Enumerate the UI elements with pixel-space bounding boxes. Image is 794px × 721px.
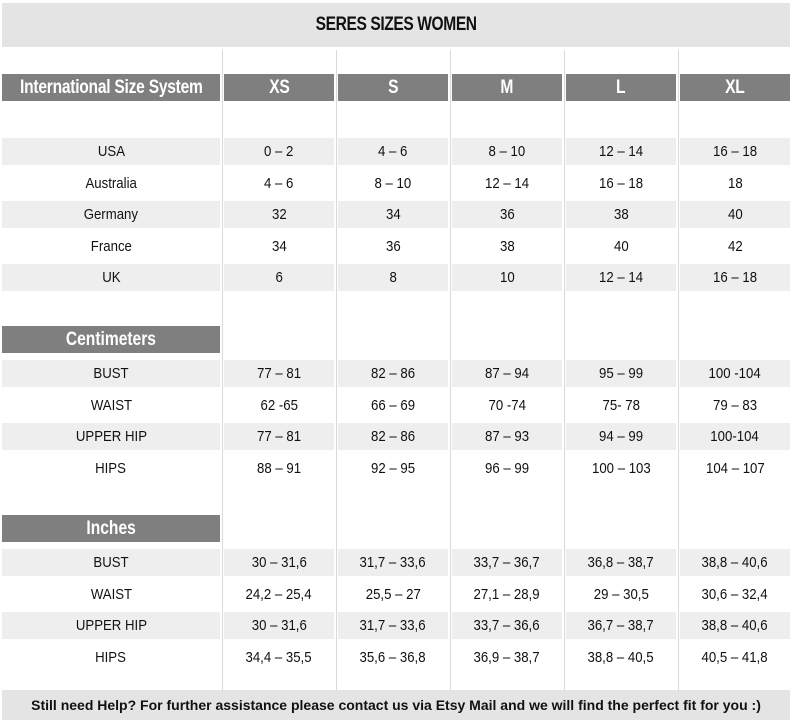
size-value-text: 36 [499,206,515,223]
size-value [224,612,334,639]
section-inches [2,515,220,542]
size-value-text: 36,7 – 38,7 [587,617,655,634]
header-size-xs-text: XS [268,76,290,98]
row-label-text: Germany [83,206,139,223]
header-size-xl [680,74,790,101]
row-label-text: UK [101,269,121,286]
size-value-text: 75- 78 [602,396,640,414]
header-size-s-text: S [387,76,399,98]
size-value-text: 30,6 – 32,4 [701,585,769,603]
size-value [566,392,676,419]
size-value-text: 8 – 10 [374,174,412,192]
size-value-text: 100 -104 [708,365,762,382]
row-label-text: BUST [93,554,129,571]
size-value-text: 4 – 6 [378,143,408,160]
size-value [452,360,562,387]
size-value [338,264,448,291]
row-label [2,581,220,608]
size-value-text: 12 – 14 [484,174,530,192]
size-value [224,170,334,197]
column-divider [336,50,337,690]
size-value [452,581,562,608]
size-value-text: 27,1 – 28,9 [473,585,541,603]
size-value [224,392,334,419]
size-value-text: 94 – 99 [598,428,644,445]
size-value-text: 10 [499,269,515,286]
size-value-text: 100 – 103 [591,459,651,477]
size-value-text: 16 – 18 [598,174,644,192]
row-label [2,455,220,482]
size-value-text: 38,8 – 40,6 [701,617,769,634]
size-value-text: 30 – 31,6 [251,554,307,571]
size-value [680,264,790,291]
size-value-text: 40,5 – 41,8 [701,648,769,666]
size-value [452,423,562,450]
size-value [566,612,676,639]
size-value [452,455,562,482]
size-value [680,455,790,482]
size-value-text: 32 [271,206,287,223]
size-value-text: 12 – 14 [598,269,644,286]
size-value [452,138,562,165]
size-value-text: 38,8 – 40,6 [701,554,769,571]
row-label [2,138,220,165]
size-value-text: 38,8 – 40,5 [587,648,655,666]
size-value [224,549,334,576]
size-value-text: 82 – 86 [370,428,416,445]
row-label-text: UPPER HIP [75,428,147,445]
size-value [452,170,562,197]
size-value-text: 33,7 – 36,7 [473,554,541,571]
row-label-text: UPPER HIP [75,617,147,634]
size-value-text: 8 – 10 [488,143,526,160]
header-size-system [2,74,220,101]
size-value [452,264,562,291]
row-label-text: HIPS [95,459,127,477]
size-value [338,138,448,165]
size-value [680,549,790,576]
header-size-xs [224,74,334,101]
header-size-s [338,74,448,101]
row-label-text: Australia [85,174,137,192]
column-divider [222,50,223,690]
size-value-text: 88 – 91 [256,459,302,477]
size-value [338,233,448,260]
size-value [680,201,790,228]
size-value-text: 31,7 – 33,6 [359,617,427,634]
size-value-text: 8 [389,269,397,286]
size-value-text: 87 – 93 [484,428,530,445]
size-value [452,392,562,419]
size-value [452,549,562,576]
size-value-text: 82 – 86 [370,365,416,382]
size-value-text: 30 – 31,6 [251,617,307,634]
size-value-text: 29 – 30,5 [593,585,649,603]
size-value-text: 38 [613,206,629,223]
size-value [680,233,790,260]
row-label [2,233,220,260]
row-label [2,612,220,639]
size-value [224,360,334,387]
row-label [2,423,220,450]
size-value-text: 38 [499,237,515,255]
size-value [338,549,448,576]
size-value [680,423,790,450]
row-label [2,264,220,291]
size-value [680,644,790,671]
size-value-text: 92 – 95 [370,459,416,477]
size-value [566,581,676,608]
size-value-text: 70 -74 [488,396,526,414]
size-value [338,392,448,419]
size-value [566,201,676,228]
size-value [680,612,790,639]
size-value-text: 18 [727,174,743,192]
column-divider [564,50,565,690]
size-value [338,581,448,608]
column-divider [678,50,679,690]
size-value [224,644,334,671]
size-value [224,423,334,450]
size-value [680,170,790,197]
size-value [338,201,448,228]
header-size-l [566,74,676,101]
size-value-text: 42 [727,237,743,255]
size-value-text: 79 – 83 [712,396,758,414]
row-label [2,360,220,387]
header-size-l-text: L [616,76,626,98]
size-value-text: 33,7 – 36,6 [473,617,541,634]
size-value-text: 36,9 – 38,7 [473,648,541,666]
size-value [224,455,334,482]
size-value-text: 34 [385,206,401,223]
size-value [680,392,790,419]
size-value-text: 87 – 94 [484,365,530,382]
row-label [2,392,220,419]
size-value [566,644,676,671]
help-footer: Still need Help? For further assistance please contact us via Etsy Mail and we will find the perfect fit for you :) [2,690,790,720]
size-value [566,233,676,260]
size-value-text: 104 – 107 [705,459,765,477]
size-value-text: 36 [385,237,401,255]
size-value-text: 96 – 99 [484,459,530,477]
size-value [452,233,562,260]
size-value-text: 66 – 69 [370,396,416,414]
size-value [452,644,562,671]
size-value-text: 31,7 – 33,6 [359,554,427,571]
row-label [2,170,220,197]
row-label-text: USA [97,143,125,160]
header-size-m [452,74,562,101]
size-value-text: 25,5 – 27 [365,585,421,603]
section-centimeters-text: Centimeters [65,328,157,350]
row-label [2,201,220,228]
size-value-text: 77 – 81 [256,365,302,382]
size-value-text: 77 – 81 [256,428,302,445]
size-value [224,581,334,608]
size-value-text: 40 [727,206,743,223]
size-value-text: 24,2 – 25,4 [245,585,313,603]
header-size-m-text: M [500,76,514,98]
size-value [680,581,790,608]
size-value [338,170,448,197]
size-value-text: 16 – 18 [712,269,758,286]
row-label-text: WAIST [90,585,132,603]
column-divider [450,50,451,690]
size-value [566,423,676,450]
size-value-text: 95 – 99 [598,365,644,382]
size-value-text: 100-104 [710,428,760,445]
chart-title: SERES SIZES WOMEN [2,3,790,47]
size-value-text: 35,6 – 36,8 [359,648,427,666]
row-label-text: BUST [93,365,129,382]
size-value-text: 6 [275,269,283,286]
header-size-system-text: International Size System [19,76,203,98]
size-value-text: 12 – 14 [598,143,644,160]
size-value-text: 34,4 – 35,5 [245,648,313,666]
size-value [338,612,448,639]
section-centimeters [2,326,220,353]
size-value [224,264,334,291]
size-value [452,612,562,639]
size-value [338,644,448,671]
header-size-xl-text: XL [725,76,745,98]
size-value [338,360,448,387]
size-value-text: 62 -65 [260,396,298,414]
size-value [680,360,790,387]
size-value-text: 34 [271,237,287,255]
row-label [2,549,220,576]
size-value [224,201,334,228]
size-value [566,138,676,165]
row-label [2,644,220,671]
size-value [338,455,448,482]
size-value [566,170,676,197]
size-value [566,360,676,387]
size-value-text: 16 – 18 [712,143,758,160]
size-value [224,233,334,260]
size-value [680,138,790,165]
size-value-text: 40 [613,237,629,255]
size-value [566,549,676,576]
section-inches-text: Inches [86,517,136,539]
row-label-text: HIPS [95,648,127,666]
row-label-text: France [90,237,132,255]
size-value [566,455,676,482]
row-label-text: WAIST [90,396,132,414]
size-value-text: 0 – 2 [264,143,294,160]
size-value [224,138,334,165]
size-value-text: 4 – 6 [264,174,294,192]
size-value-text: 36,8 – 38,7 [587,554,655,571]
size-value [452,201,562,228]
size-value [566,264,676,291]
size-value [338,423,448,450]
